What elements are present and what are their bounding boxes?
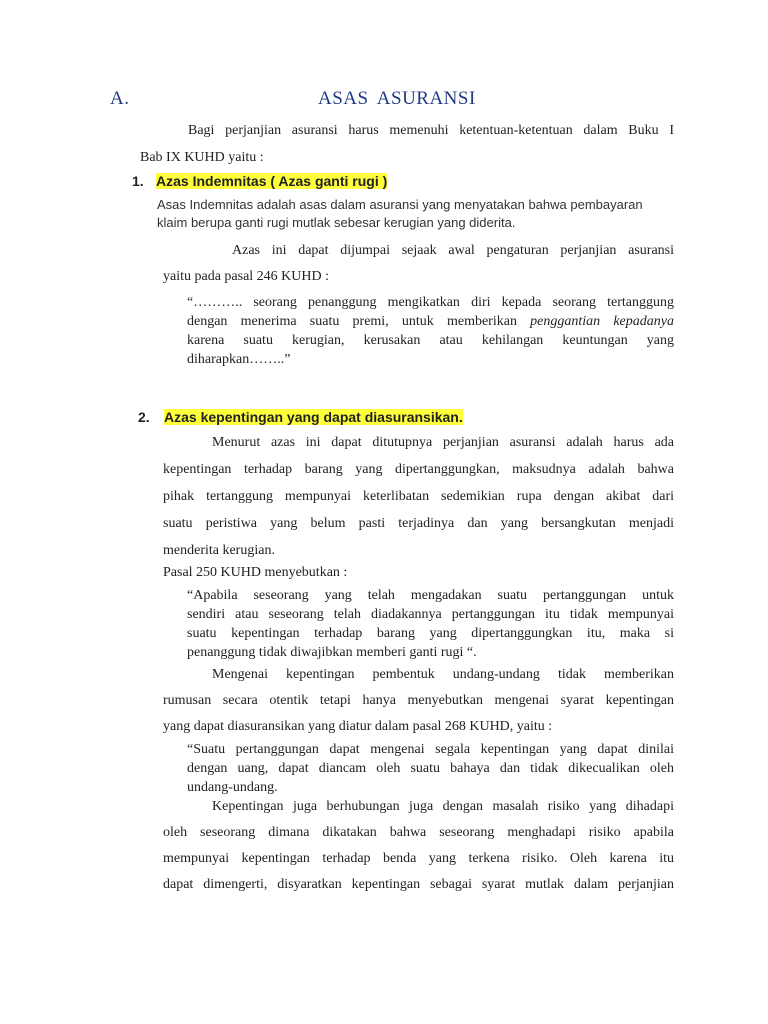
quote-268-line-2: dengan uang, dapat diancam oleh suatu bahaya dan tidak dikecualikan oleh xyxy=(187,761,674,776)
quote-246-line-3: karena suatu kerugian, kerusakan atau kehilangan keuntungan yang xyxy=(187,333,674,348)
quote-268-line-3: undang-undang. xyxy=(187,780,278,795)
section-2-p3-line-3: mempunyai kepentingan terhadap benda yang terkena risiko. Oleh karena itu xyxy=(163,851,674,866)
section-letter: A. xyxy=(110,88,130,109)
section-2-heading xyxy=(164,408,463,428)
section-2-p3-line-4: dapat dimengerti, disyaratkan kepentingan sebagai syarat mutlak dalam perjanjian xyxy=(163,877,674,892)
quote-250-line-3: suatu kepentingan terhadap barang yang dipertanggungkan itu, maka si xyxy=(187,626,674,641)
section-2-p1-line-2: kepentingan terhadap barang yang dipertanggungkan, maksudnya adalah bahwa xyxy=(163,462,674,477)
section-1-paragraph-line-2: yaitu pada pasal 246 KUHD : xyxy=(163,269,330,284)
section-2-p1-line-1: Menurut azas ini dapat ditutupnya perjanjian asuransi adalah harus ada xyxy=(212,435,674,450)
quote-246-emphasis: penggantian kepadanya xyxy=(530,314,674,329)
quote-250-line-4: penanggung tidak diwajibkan memberi ganti rugi “. xyxy=(187,645,477,660)
definition-line-2: klaim berupa ganti rugi mutlak sebesar kerugian yang diderita. xyxy=(157,215,516,230)
quote-246-line-2-text: dengan menerima suatu premi, untuk memberikan xyxy=(187,314,531,329)
section-1-number: 1. xyxy=(132,173,144,189)
definition-line-1: Asas Indemnitas adalah asas dalam asuransi yang menyatakan bahwa pembayaran xyxy=(157,197,643,212)
quote-250-line-1: “Apabila seseorang yang telah mengadakan suatu pertanggungan untuk xyxy=(187,588,674,603)
quote-246-line-4: diharapkan……..” xyxy=(187,352,291,367)
intro-line-1: Bagi perjanjian asuransi harus memenuhi ketentuan-ketentuan dalam Buku I xyxy=(188,123,674,138)
quote-246-line-2 xyxy=(187,313,674,331)
section-2-p2-line-2: rumusan secara otentik tetapi hanya menyebutkan mengenai syarat kepentingan xyxy=(163,693,674,708)
section-2-p3-line-2: oleh seseorang dimana dikatakan bahwa seseorang menghadapi risiko apabila xyxy=(163,825,674,840)
section-2-p2-line-3: yang dapat diasuransikan yang diatur dalam pasal 268 KUHD, yaitu : xyxy=(163,719,553,734)
section-1-paragraph-line-1: Azas ini dapat dijumpai sejaak awal pengaturan perjanjian asuransi xyxy=(232,243,674,258)
section-2-p1-line-5: menderita kerugian. xyxy=(163,543,275,558)
quote-268-line-1: “Suatu pertanggungan dapat mengenai segala kepentingan yang dapat dinilai xyxy=(187,742,674,757)
section-2-heading-text: Azas kepentingan yang dapat diasuransikan. xyxy=(164,409,463,425)
quote-246-line-1: “……….. seorang penanggung mengikatkan diri kepada seorang tertanggung xyxy=(187,295,674,310)
section-title xyxy=(0,88,768,116)
page-title: ASAS ASURANSI xyxy=(318,88,476,109)
section-1-heading-text: Azas Indemnitas ( Azas ganti rugi ) xyxy=(156,173,388,189)
pasal-250-intro: Pasal 250 KUHD menyebutkan : xyxy=(163,565,348,580)
section-2-p1-line-4: suatu peristiwa yang belum pasti terjadinya dan yang bersangkutan menjadi xyxy=(163,516,674,531)
section-2-p2-line-1: Mengenai kepentingan pembentuk undang-undang tidak memberikan xyxy=(212,667,674,682)
section-2-number: 2. xyxy=(138,409,150,425)
section-2-p1-line-3: pihak tertanggung mempunyai keterlibatan sedemikian rupa dengan akibat dari xyxy=(163,489,674,504)
section-1-heading xyxy=(156,172,387,192)
section-2-p3-line-1: Kepentingan juga berhubungan juga dengan masalah risiko yang dihadapi xyxy=(212,799,674,814)
quote-250-line-2: sendiri atau seseorang telah diadakannya pertanggungan itu tidak mempunyai xyxy=(187,607,674,622)
intro-line-2: Bab IX KUHD yaitu : xyxy=(140,150,264,165)
